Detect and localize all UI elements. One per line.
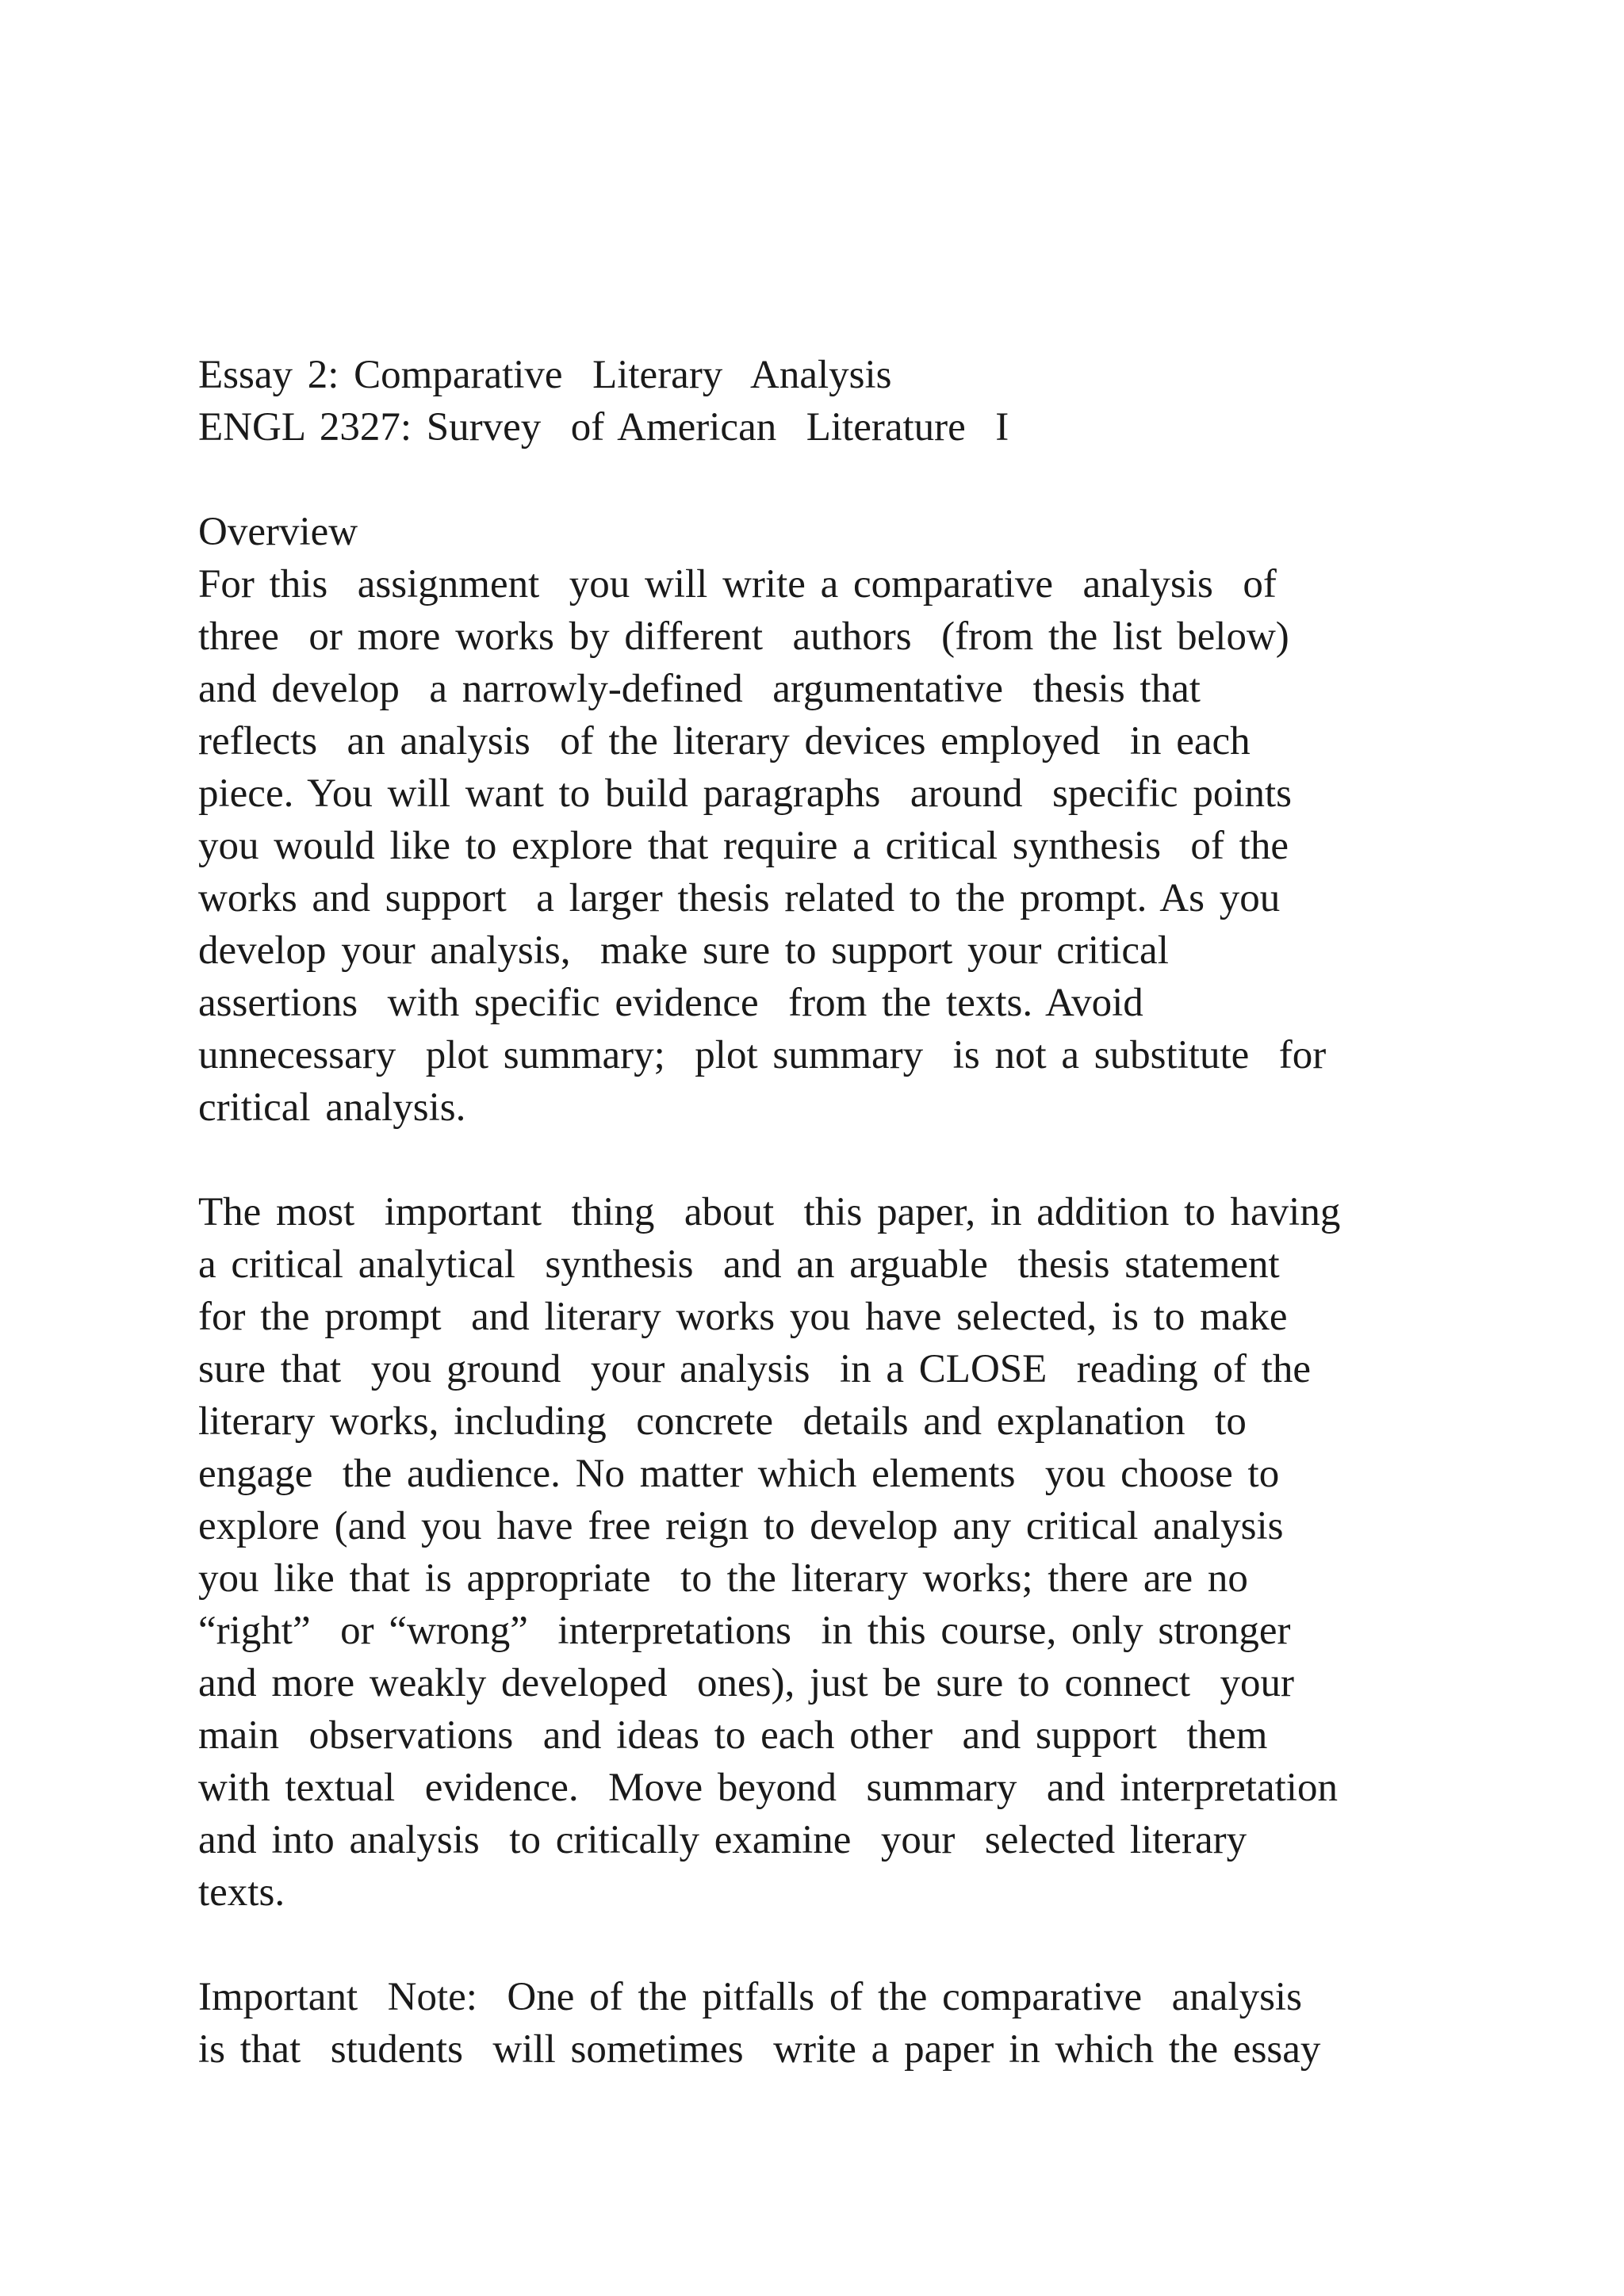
- essay-title: Essay 2: Comparative Literary Analysis: [198, 353, 892, 397]
- paragraph-overview: [198, 558, 1546, 1134]
- text-line: and more weakly developed ones), just be sure to connect your: [198, 1661, 1295, 1705]
- text-line: for the prompt and literary works you have selected, is to make: [198, 1295, 1288, 1339]
- paragraph-important-note: [198, 1971, 1546, 2076]
- text-line: sure that you ground your analysis in a CLOSE reading of the: [198, 1347, 1312, 1391]
- document-body: [198, 349, 1546, 2076]
- text-line: literary works, including concrete details and explanation to: [198, 1399, 1247, 1444]
- paragraph-important-thing: [198, 1186, 1546, 1919]
- text-line: and into analysis to critically examine your selected literary: [198, 1818, 1247, 1862]
- text-line: critical analysis.: [198, 1085, 466, 1130]
- text-line: develop your analysis, make sure to support your critical: [198, 928, 1169, 973]
- text-line: The most important thing about this paper, in addition to having: [198, 1190, 1341, 1234]
- text-line: assertions with specific evidence from the texts. Avoid: [198, 981, 1143, 1025]
- text-line: reflects an analysis of the literary devices employed in each: [198, 719, 1251, 763]
- text-line: three or more works by different authors (from the list below): [198, 614, 1289, 659]
- text-line: texts.: [198, 1870, 285, 1915]
- text-line: piece. You will want to build paragraphs around specific points: [198, 771, 1293, 816]
- text-line: a critical analytical synthesis and an arguable thesis statement: [198, 1242, 1280, 1287]
- text-line: and develop a narrowly-defined argumentative thesis that: [198, 667, 1201, 711]
- blank-line: [198, 1134, 1546, 1186]
- text-line: works and support a larger thesis related to the prompt. As you: [198, 876, 1281, 920]
- text-line: with textual evidence. Move beyond summary and interpretation: [198, 1766, 1338, 1810]
- blank-line: [198, 1919, 1546, 1971]
- text-line: you would like to explore that require a critical synthesis of the: [198, 824, 1289, 868]
- text-line: explore (and you have free reign to develop any critical analysis: [198, 1504, 1284, 1548]
- text-line: engage the audience. No matter which elements you choose to: [198, 1452, 1280, 1496]
- text-line: “right” or “wrong” interpretations in this course, only stronger: [198, 1609, 1291, 1653]
- course-title: ENGL 2327: Survey of American Literature I: [198, 405, 1009, 450]
- text-line: unnecessary plot summary; plot summary is not a substitute for: [198, 1033, 1327, 1077]
- text-line: For this assignment you will write a comparative analysis of: [198, 562, 1277, 607]
- text-line: you like that is appropriate to the literary works; there are no: [198, 1556, 1248, 1601]
- text-line: main observations and ideas to each other and support them: [198, 1713, 1268, 1758]
- text-line: Important Note: One of the pitfalls of the comparative analysis: [198, 1975, 1302, 2019]
- blank-line: [198, 453, 1546, 506]
- section-heading: Overview: [198, 510, 358, 554]
- text-line: is that students will sometimes write a paper in which the essay: [198, 2027, 1321, 2072]
